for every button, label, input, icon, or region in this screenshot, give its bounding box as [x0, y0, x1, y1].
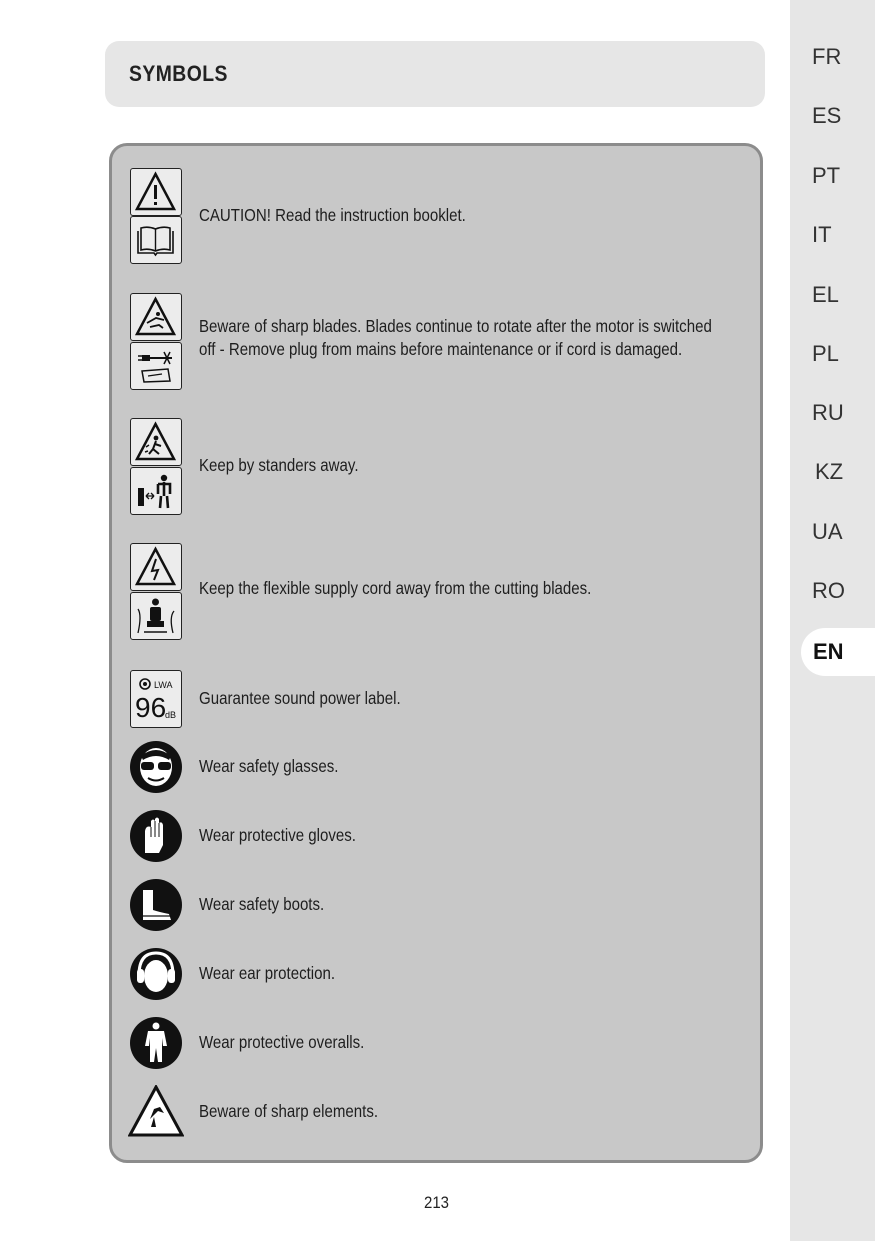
symbol-text-glasses: Wear safety glasses.	[199, 756, 339, 776]
lang-tab-el[interactable]: EL	[812, 282, 839, 307]
symbol-text-sharp: Beware of sharp elements.	[199, 1101, 379, 1121]
symbol-text-blades-line1: Beware of sharp blades. Blades continue to rotate after the motor is switched	[199, 316, 712, 336]
blade-warning-icon	[130, 293, 182, 341]
lang-tab-es[interactable]: ES	[812, 103, 842, 128]
safety-glasses-icon	[129, 740, 183, 794]
gloves-icon	[129, 809, 183, 863]
symbol-text-blades	[199, 315, 712, 361]
lang-tab-ro[interactable]: RO	[812, 578, 845, 603]
symbol-text-caution: CAUTION! Read the instruction booklet.	[199, 205, 466, 225]
sound-power-icon	[130, 670, 182, 728]
overalls-icon	[129, 1016, 183, 1070]
lang-tab-kz[interactable]: KZ	[815, 459, 844, 484]
symbol-text-ear: Wear ear protection.	[199, 963, 336, 983]
symbol-text-overalls: Wear protective overalls.	[199, 1032, 365, 1052]
book-icon	[130, 216, 182, 264]
page-title: SYMBOLS	[129, 61, 228, 86]
lang-tab-pl[interactable]: PL	[812, 341, 839, 366]
language-sidebar	[790, 0, 875, 1241]
lang-tab-pt[interactable]: PT	[812, 163, 841, 188]
unplug-icon	[130, 342, 182, 390]
lang-tab-ua[interactable]: UA	[812, 519, 843, 544]
electric-warning-icon	[130, 543, 182, 591]
symbol-text-cord: Keep the flexible supply cord away from the cutting blades.	[199, 578, 592, 598]
debris-warning-icon	[130, 418, 182, 466]
section-header	[105, 41, 765, 107]
lang-tab-en[interactable]: EN	[801, 628, 875, 676]
symbol-text-blades-line2: off - Remove plug from mains before maintenance or if cord is damaged.	[199, 339, 683, 359]
sound-value: 96	[135, 692, 167, 723]
sharp-elements-icon	[128, 1085, 184, 1137]
symbol-text-sound: Guarantee sound power label.	[199, 688, 401, 708]
warning-icon	[130, 168, 182, 216]
sound-label: LWA	[154, 680, 173, 690]
bystander-distance-icon	[130, 467, 182, 515]
symbol-text-boots: Wear safety boots.	[199, 894, 325, 914]
ear-protection-icon	[129, 947, 183, 1001]
cord-blade-icon	[130, 592, 182, 640]
lang-tab-ru[interactable]: RU	[812, 400, 844, 425]
symbol-text-bystanders: Keep by standers away.	[199, 455, 359, 475]
symbol-text-gloves: Wear protective gloves.	[199, 825, 356, 845]
lang-tab-it[interactable]: IT	[812, 222, 832, 247]
lang-tab-fr[interactable]: FR	[812, 44, 842, 69]
page-number: 213	[424, 1193, 449, 1212]
sound-unit: dB	[165, 710, 177, 720]
symbols-panel	[109, 143, 763, 1163]
boots-icon	[129, 878, 183, 932]
